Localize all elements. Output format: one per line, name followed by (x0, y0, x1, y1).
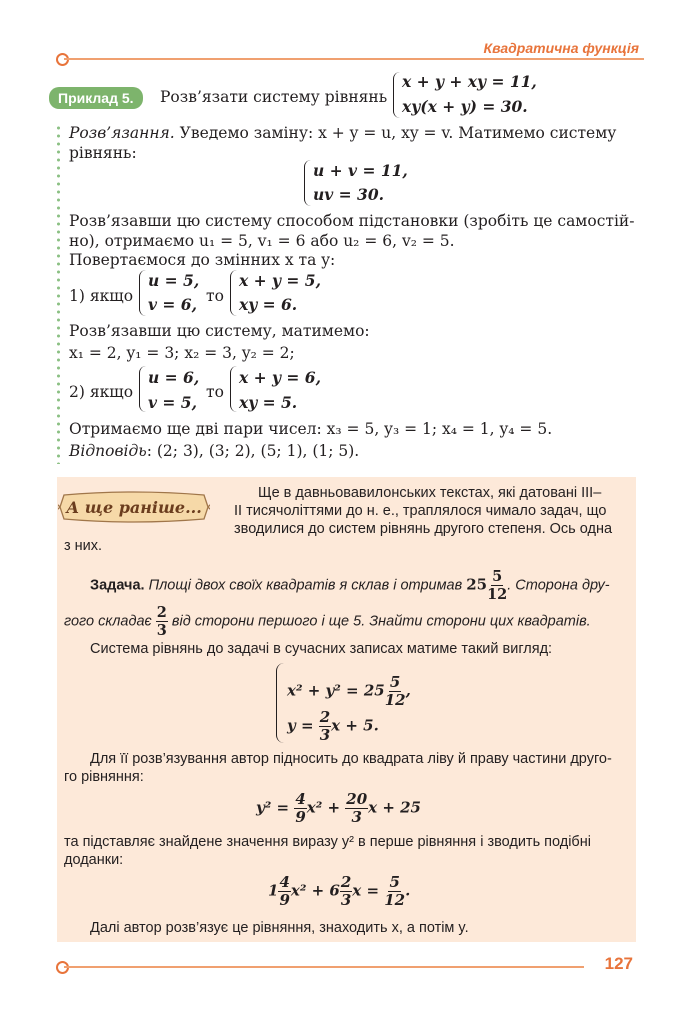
footer-rule (64, 966, 584, 968)
solution-line-7: x₁ = 2, y₁ = 3; x₂ = 3, y₂ = 2; (69, 344, 295, 362)
solution-line-3: Розв’язавши цю систему способом підстановки (зробіть це самостій- (69, 212, 635, 230)
case2-brace-1 (139, 366, 146, 412)
page-number: 127 (604, 954, 633, 973)
solution-line-6: Розв’язавши цю систему, матимемо: (69, 322, 370, 340)
case1-label: 1) якщо (69, 287, 134, 305)
example-brace (393, 72, 400, 118)
answer-label: Відповідь (69, 442, 147, 460)
solution-line-5: Повертаємося до змінних x та y: (69, 251, 336, 269)
case1-x: x + y = 5, (239, 271, 321, 290)
solution-line-1 (69, 123, 616, 143)
case2-then: то (206, 383, 224, 401)
solution-label: Розв’язання. (69, 124, 175, 142)
history-p1-l3: зводилися до систем рівнянь другого степеня. Ось одна (234, 521, 613, 537)
task-whole: 25 (466, 575, 488, 594)
history-p3-l2: го рівняння: (64, 769, 144, 785)
case1-brace-2 (230, 270, 237, 316)
solution-line-1-text: Уведемо заміну: x + y = u, xy = v. Матимемо систему (174, 124, 617, 142)
case2-brace-2 (230, 366, 237, 412)
history-system-brace (276, 663, 284, 743)
task-text-1: Площі двох своїх квадратів я склав і отримав (144, 577, 463, 594)
task-label: Задача. (90, 577, 145, 594)
task-text-2a: гого складає (64, 613, 152, 630)
sys1-eq1: u + v = 11, (313, 161, 408, 180)
history-p5: Далі автор розв’язує це рівняння, знаходить x, а потім y. (90, 920, 469, 936)
history-eq-squared: y² = $\frac{4}{9}$ x² + $\frac{20}{3}$ x + 25 (256, 790, 421, 826)
history-p1-l2: II тисячоліттями до н. е., траплялося чимало задач, що (234, 503, 607, 519)
case1-y: xy = 6. (239, 295, 298, 314)
solution-line-2: рівнянь: (69, 144, 137, 162)
running-title: Квадратична функція (483, 40, 639, 56)
history-task-l1 (90, 568, 610, 603)
case1-u: u = 5, (148, 271, 200, 290)
history-p3-l1: Для її розв’язування автор підносить до квадрата ліву й праву частини друго- (90, 751, 612, 767)
history-p4-l1: та підставляє знайдене значення виразу y² в перше рівняння і зводить подібні (64, 834, 591, 850)
case1-brace-1 (139, 270, 146, 316)
history-task-l2 (64, 604, 591, 639)
example-task: Розв’язати систему рівнянь (160, 88, 388, 106)
substitution-brace (304, 160, 311, 206)
banner-text: А ще раніше... (66, 498, 202, 517)
header-rule (64, 58, 644, 60)
case1-then: то (206, 287, 224, 305)
history-sys-eq2: y = $\frac{2}{3}$ x + 5. (287, 708, 379, 744)
case2-v: v = 5, (148, 393, 197, 412)
case1-v: v = 6, (148, 295, 197, 314)
answer-text: : (2; 3), (3; 2), (5; 1), (1; 5). (146, 442, 360, 460)
example-eq2: xy(x + y) = 30. (402, 97, 528, 116)
task-fraction-2: $\frac{2}{3}$ (156, 604, 167, 639)
solution-line-8: Отримаємо ще дві пари чисел: x₃ = 5, y₃ = 1; x₄ = 1, y₄ = 5. (69, 420, 553, 438)
history-banner (58, 487, 210, 527)
example-badge: Приклад 5. (49, 87, 143, 109)
case2-u: u = 6, (148, 368, 200, 387)
history-p4-l2: доданки: (64, 852, 124, 868)
task-text-1-end: . Сторона дру- (507, 577, 610, 594)
sys1-eq2: uv = 30. (313, 185, 385, 204)
solution-line-4: но), отримаємо u₁ = 5, v₁ = 6 або u₂ = 6, v₂ = 5. (69, 232, 455, 250)
task-text-2b: від сторони першого і ще 5. Знайти сторони цих квадратів. (167, 613, 591, 630)
task-fraction: $\frac{5}{12}$ (487, 568, 508, 603)
history-p1-l1: Ще в давньовавилонських текстах, які датовані III– (258, 485, 602, 501)
answer-line (69, 441, 359, 461)
solution-dotted-rule (57, 124, 60, 464)
case2-label: 2) якщо (69, 383, 134, 401)
case2-x: x + y = 6, (239, 368, 321, 387)
history-p2: Система рівнянь до задачі в сучасних записах матиме такий вигляд: (90, 641, 553, 657)
history-eq-final: 1 $\frac{4}{9}$ x² + 6 $\frac{2}{3}$ x = $\frac{5}{12}$ . (268, 873, 411, 909)
history-sys-eq1: x² + y² = 25 $\frac{5}{12}$ , (287, 673, 411, 709)
history-p1-l4: з них. (64, 538, 103, 554)
example-eq1: x + y + xy = 11, (402, 72, 537, 91)
case2-y: xy = 5. (239, 393, 298, 412)
